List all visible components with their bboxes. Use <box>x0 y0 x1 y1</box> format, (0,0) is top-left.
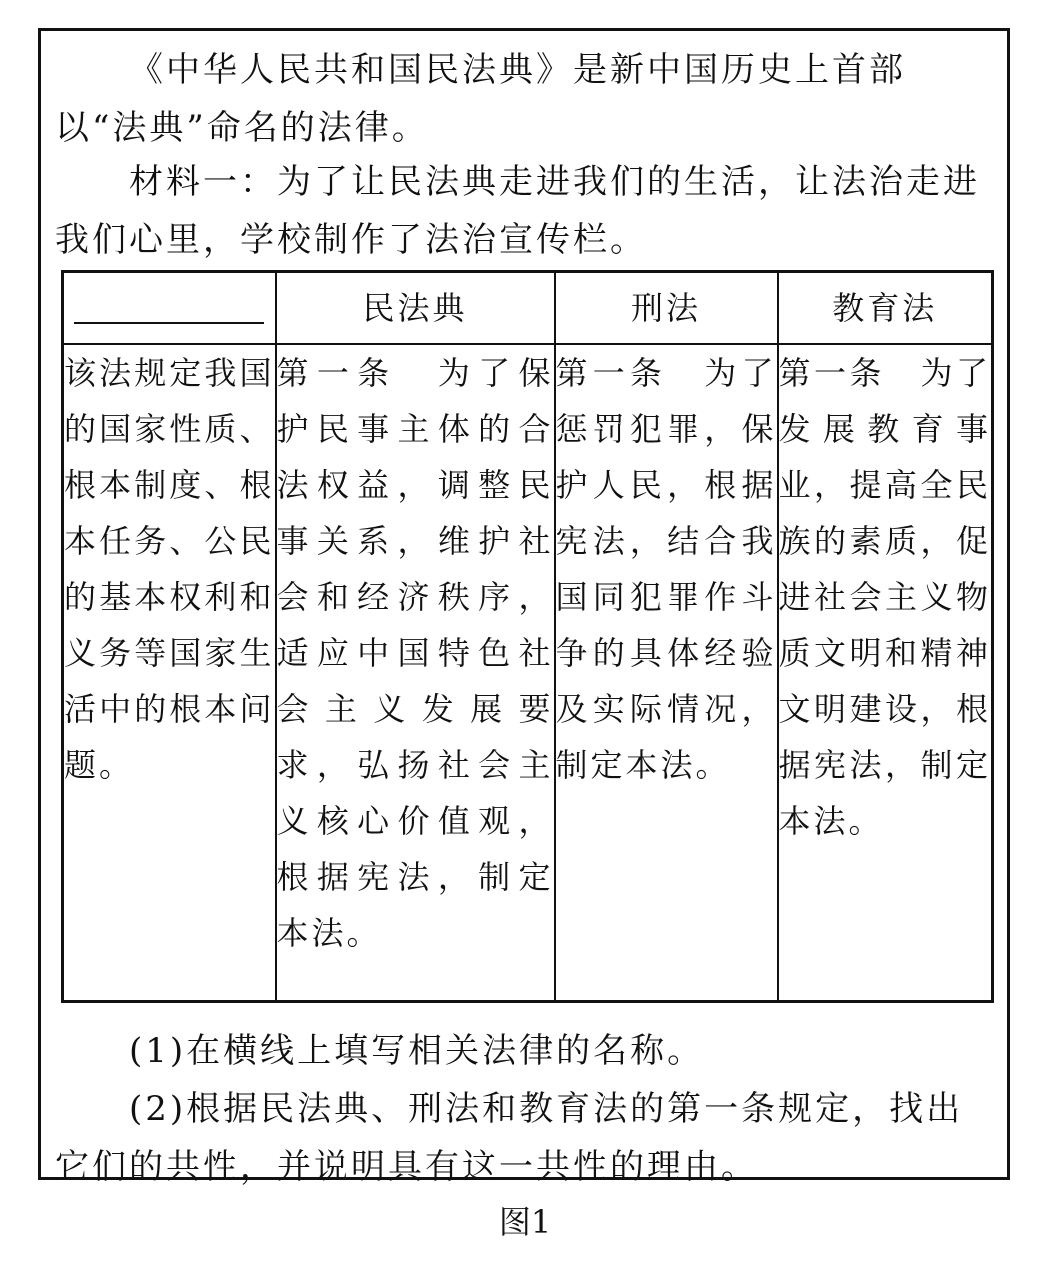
table-header-civil-code: 民法典 <box>276 272 555 345</box>
cell-civil-code-article: 第一条 为了保护民事主体的合法权益，调整民事关系，维护社会和经济秩序，适应中国特色社会主义发展要求，弘扬社会主义核心价值观，根据宪法，制定本法。 <box>276 344 555 1002</box>
law-table <box>61 270 994 1003</box>
table-header-blank <box>63 272 276 345</box>
fill-in-blank-line <box>74 320 264 324</box>
cell-criminal-law-article: 第一条 为了惩罚犯罪，保护人民，根据宪法，结合我国同犯罪作斗争的具体经验及实际情况，制定本法。 <box>555 344 778 1002</box>
material-one-paragraph: 材料一：为了让民法典走进我们的生活，让法治走进我们心里，学校制作了法治宣传栏。 <box>55 162 980 260</box>
figure-caption: 图1 <box>498 1203 552 1241</box>
table-header-education-law: 教育法 <box>778 272 993 345</box>
question-two: (2)根据民法典、刑法和教育法的第一条规定，找出它们的共性，并说明具有这一共性的理由。 <box>55 1089 964 1187</box>
table-header-row <box>63 272 993 345</box>
question-frame <box>38 28 1010 1187</box>
intro-paragraph: 《中华人民共和国民法典》是新中国历史上首部以“法典”命名的法律。 <box>55 50 906 148</box>
table-row <box>63 344 993 1002</box>
question-one: (1)在横线上填写相关法律的名称。 <box>129 1031 705 1071</box>
table-header-criminal-law: 刑法 <box>555 272 778 345</box>
cell-education-law-article: 第一条 为了发展教育事业，提高全民族的素质，促进社会主义物质文明和精神文明建设，根据宪法，制定本法。 <box>778 344 993 1002</box>
cell-constitution-description: 该法规定我国的国家性质、根本制度、根本任务、公民的基本权利和义务等国家生活中的根本问题。 <box>63 344 276 1002</box>
